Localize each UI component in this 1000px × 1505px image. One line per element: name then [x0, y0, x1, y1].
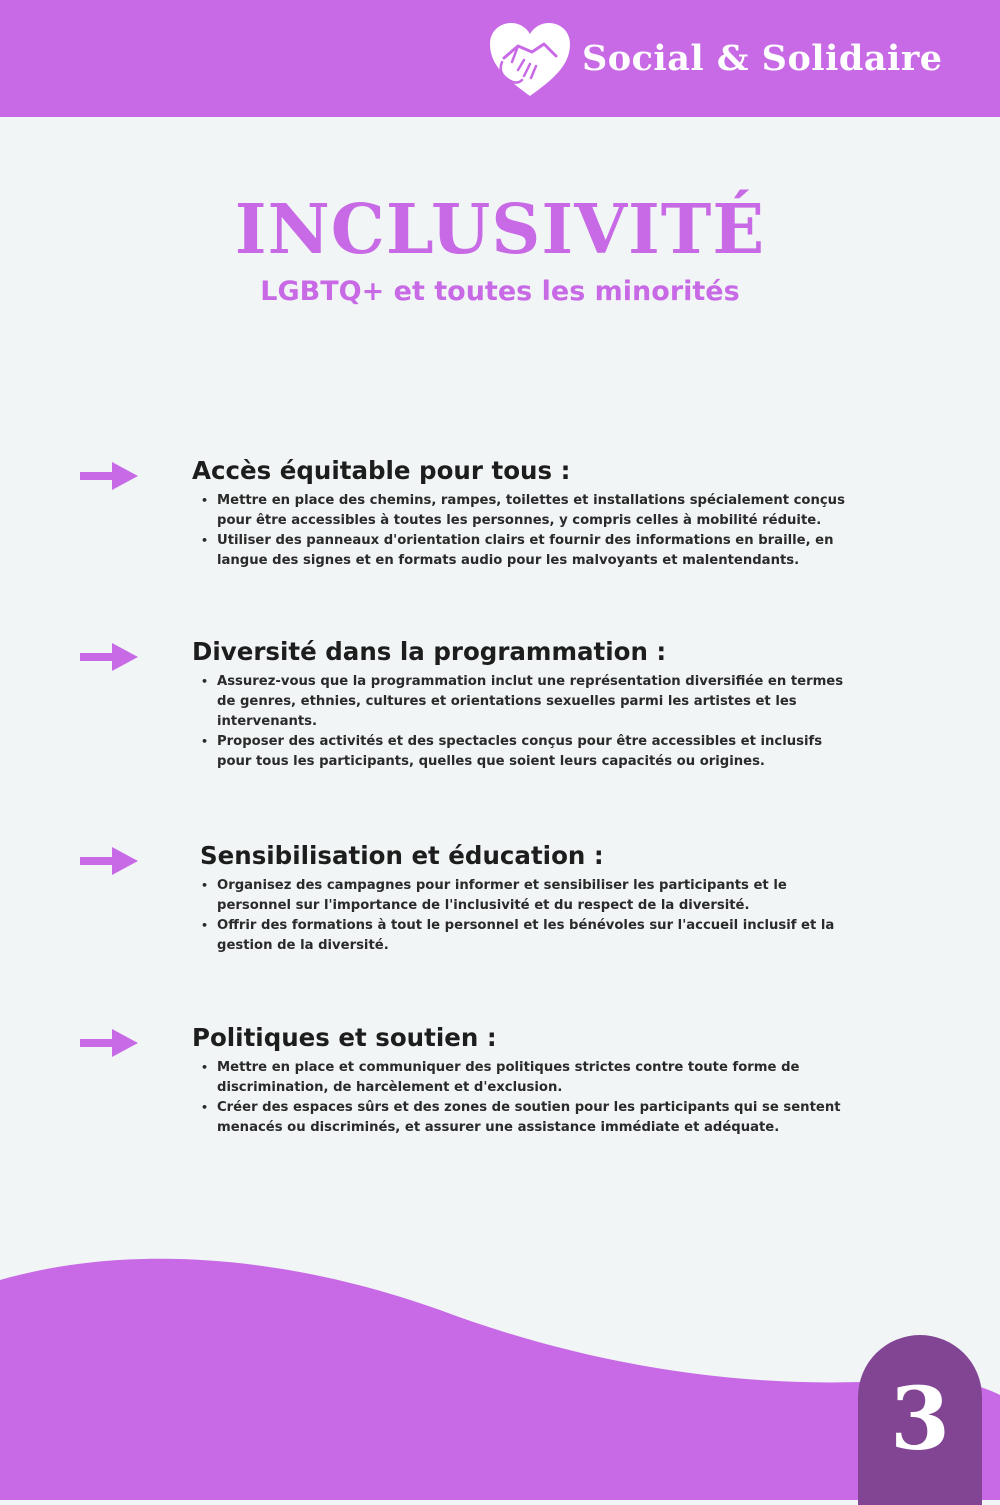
list-item: • Mettre en place et communiquer des politiques strictes contre toute forme de discrimination, de harcèlement et d'exclusion. — [217, 1058, 852, 1098]
list-item: • Assurez-vous que la programmation inclut une représentation diversifiée en termes de genres, ethnies, cultures et orientations sexuelles parmi les artistes et les intervenants. — [217, 672, 852, 732]
bullet-list — [192, 1058, 852, 1138]
section-diversite-programmation — [192, 637, 852, 772]
arrow-right-icon — [78, 460, 140, 492]
list-item: • Utiliser des panneaux d'orientation clairs et fournir des informations en braille, en langue des signes et en formats audio pour les malvoyants et malentendants. — [217, 531, 852, 571]
list-item: • Organisez des campagnes pour informer et sensibiliser les participants et le personnel sur l'importance de l'inclusivité et du respect de la diversité. — [217, 876, 852, 916]
page-title: INCLUSIVITÉ — [234, 190, 766, 270]
list-item: • Proposer des activités et des spectacles conçus pour être accessibles et inclusifs pour tous les participants, quelles que soient leurs capacités ou origines. — [217, 732, 852, 772]
section-heading: Diversité dans la programmation : — [192, 637, 667, 666]
heart-handshake-icon — [488, 22, 572, 98]
arrow-right-icon — [78, 641, 140, 673]
arrow-right-icon — [78, 1027, 140, 1059]
page-subtitle: LGBTQ+ et toutes les minorités — [260, 276, 740, 307]
bullet-list — [192, 876, 852, 956]
section-heading: Sensibilisation et éducation : — [200, 841, 604, 870]
header-band — [0, 0, 1000, 117]
page-number: 3 — [890, 1369, 950, 1470]
section-politiques-soutien — [192, 1023, 852, 1138]
list-item: • Offrir des formations à tout le personnel et les bénévoles sur l'accueil inclusif et la gestion de la diversité. — [217, 916, 852, 956]
bottom-wave-decoration — [0, 1250, 1000, 1500]
section-acces-equitable — [192, 456, 852, 571]
section-heading: Accès équitable pour tous : — [192, 456, 571, 485]
list-item: • Mettre en place des chemins, rampes, toilettes et installations spécialement conçus pour être accessibles à toutes les personnes, y compris celles à mobilité réduite. — [217, 491, 852, 531]
bullet-list — [192, 491, 852, 571]
page-number-badge — [858, 1335, 982, 1505]
section-sensibilisation-education — [192, 841, 852, 956]
bullet-list — [192, 672, 852, 772]
arrow-right-icon — [78, 845, 140, 877]
section-heading: Politiques et soutien : — [192, 1023, 497, 1052]
brand-name: Social & Solidaire — [582, 38, 943, 79]
list-item: • Créer des espaces sûrs et des zones de soutien pour les participants qui se sentent menacés ou discriminés, et assurer une assistance immédiate et adéquate. — [217, 1098, 852, 1138]
